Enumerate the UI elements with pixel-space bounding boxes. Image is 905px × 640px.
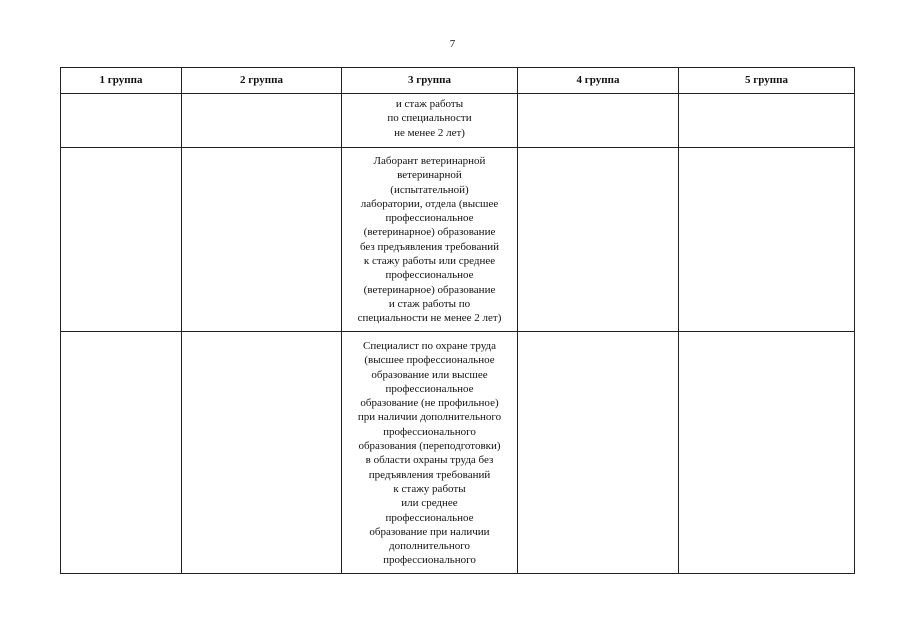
table-cell (182, 332, 342, 574)
header-group-2: 2 группа (182, 68, 342, 94)
table-cell (518, 332, 679, 574)
staff-groups-table (60, 67, 855, 574)
table-cell (679, 332, 855, 574)
table-header-row (61, 68, 855, 94)
table-row (61, 148, 855, 332)
header-group-4: 4 группа (518, 68, 679, 94)
table-cell (679, 148, 855, 332)
header-group-5: 5 группа (679, 68, 855, 94)
table-cell (61, 332, 182, 574)
table-row (61, 332, 855, 574)
table-cell (518, 148, 679, 332)
table-cell: Лаборант ветеринарной ветеринарной (испытательной) лаборатории, отдела (высшее профессиональное (ветеринарное) образование без предъявления требований к стажу работы или среднее профессиональное (ветеринарное) образование и стаж работы по специальности не менее 2 лет) (342, 148, 518, 332)
table-cell: Специалист по охране труда (высшее профессиональное образование или высшее профессиональное образование (не профильное) при наличии дополнительного профессионального образования (переподготовки) в области охраны труда без предъявления требований к стажу работы или среднее профессиональное образование при наличии дополнительного профессионального (342, 332, 518, 574)
table-cell (182, 148, 342, 332)
table-cell (61, 94, 182, 148)
table-cell (518, 94, 679, 148)
page-number: 7 (449, 38, 456, 50)
table-cell (679, 94, 855, 148)
header-group-3: 3 группа (342, 68, 518, 94)
table-cell: и стаж работы по специальности не менее 2 лет) (342, 94, 518, 148)
header-group-1: 1 группа (61, 68, 182, 94)
table-row (61, 94, 855, 148)
table-cell (182, 94, 342, 148)
table-cell (61, 148, 182, 332)
